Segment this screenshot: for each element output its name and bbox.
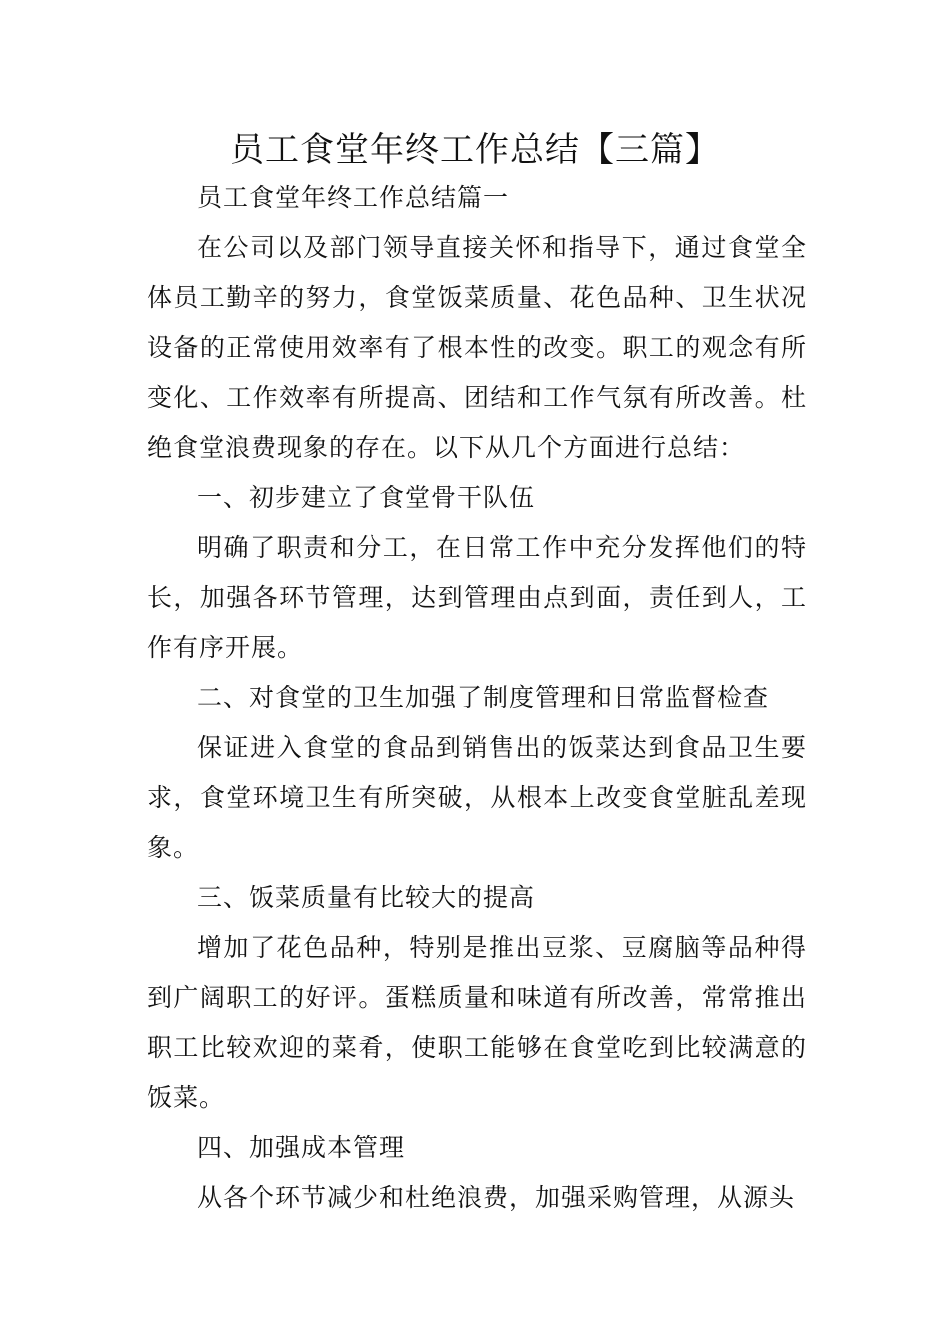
paragraph: 明确了职责和分工，在日常工作中充分发挥他们的特长，加强各环节管理，达到管理由点到面，责任到人，工作有序开展。 <box>147 533 807 662</box>
paragraph: 保证进入食堂的食品到销售出的饭菜达到食品卫生要求，食堂环境卫生有所突破，从根本上改变食堂脏乱差现象。 <box>147 733 807 862</box>
section-heading: 四、加强成本管理 <box>197 1133 406 1162</box>
paragraph: 增加了花色品种，特别是推出豆浆、豆腐脑等品种得到广阔职工的好评。蛋糕质量和味道有所改善，常常推出职工比较欢迎的菜肴，使职工能够在食堂吃到比较满意的饭菜。 <box>147 933 807 1112</box>
paragraph: 在公司以及部门领导直接关怀和指导下，通过食堂全体员工勤辛的努力，食堂饭菜质量、花色品种、卫生状况设备的正常使用效率有了根本性的改变。职工的观念有所变化、工作效率有所提高、团结和工作气氛有所改善。杜绝食堂浪费现象的存在。以下从几个方面进行总结： <box>147 233 807 462</box>
section-heading: 三、饭菜质量有比较大的提高 <box>197 883 536 912</box>
section-heading: 员工食堂年终工作总结篇一 <box>197 183 510 212</box>
section-heading: 一、初步建立了食堂骨干队伍 <box>197 483 536 512</box>
document-body <box>147 173 807 1223</box>
document-title: 员工食堂年终工作总结【三篇】 <box>230 130 720 170</box>
section-heading: 二、对食堂的卫生加强了制度管理和日常监督检查 <box>197 683 770 712</box>
paragraph: 从各个环节减少和杜绝浪费，加强采购管理，从源头 <box>197 1183 796 1212</box>
